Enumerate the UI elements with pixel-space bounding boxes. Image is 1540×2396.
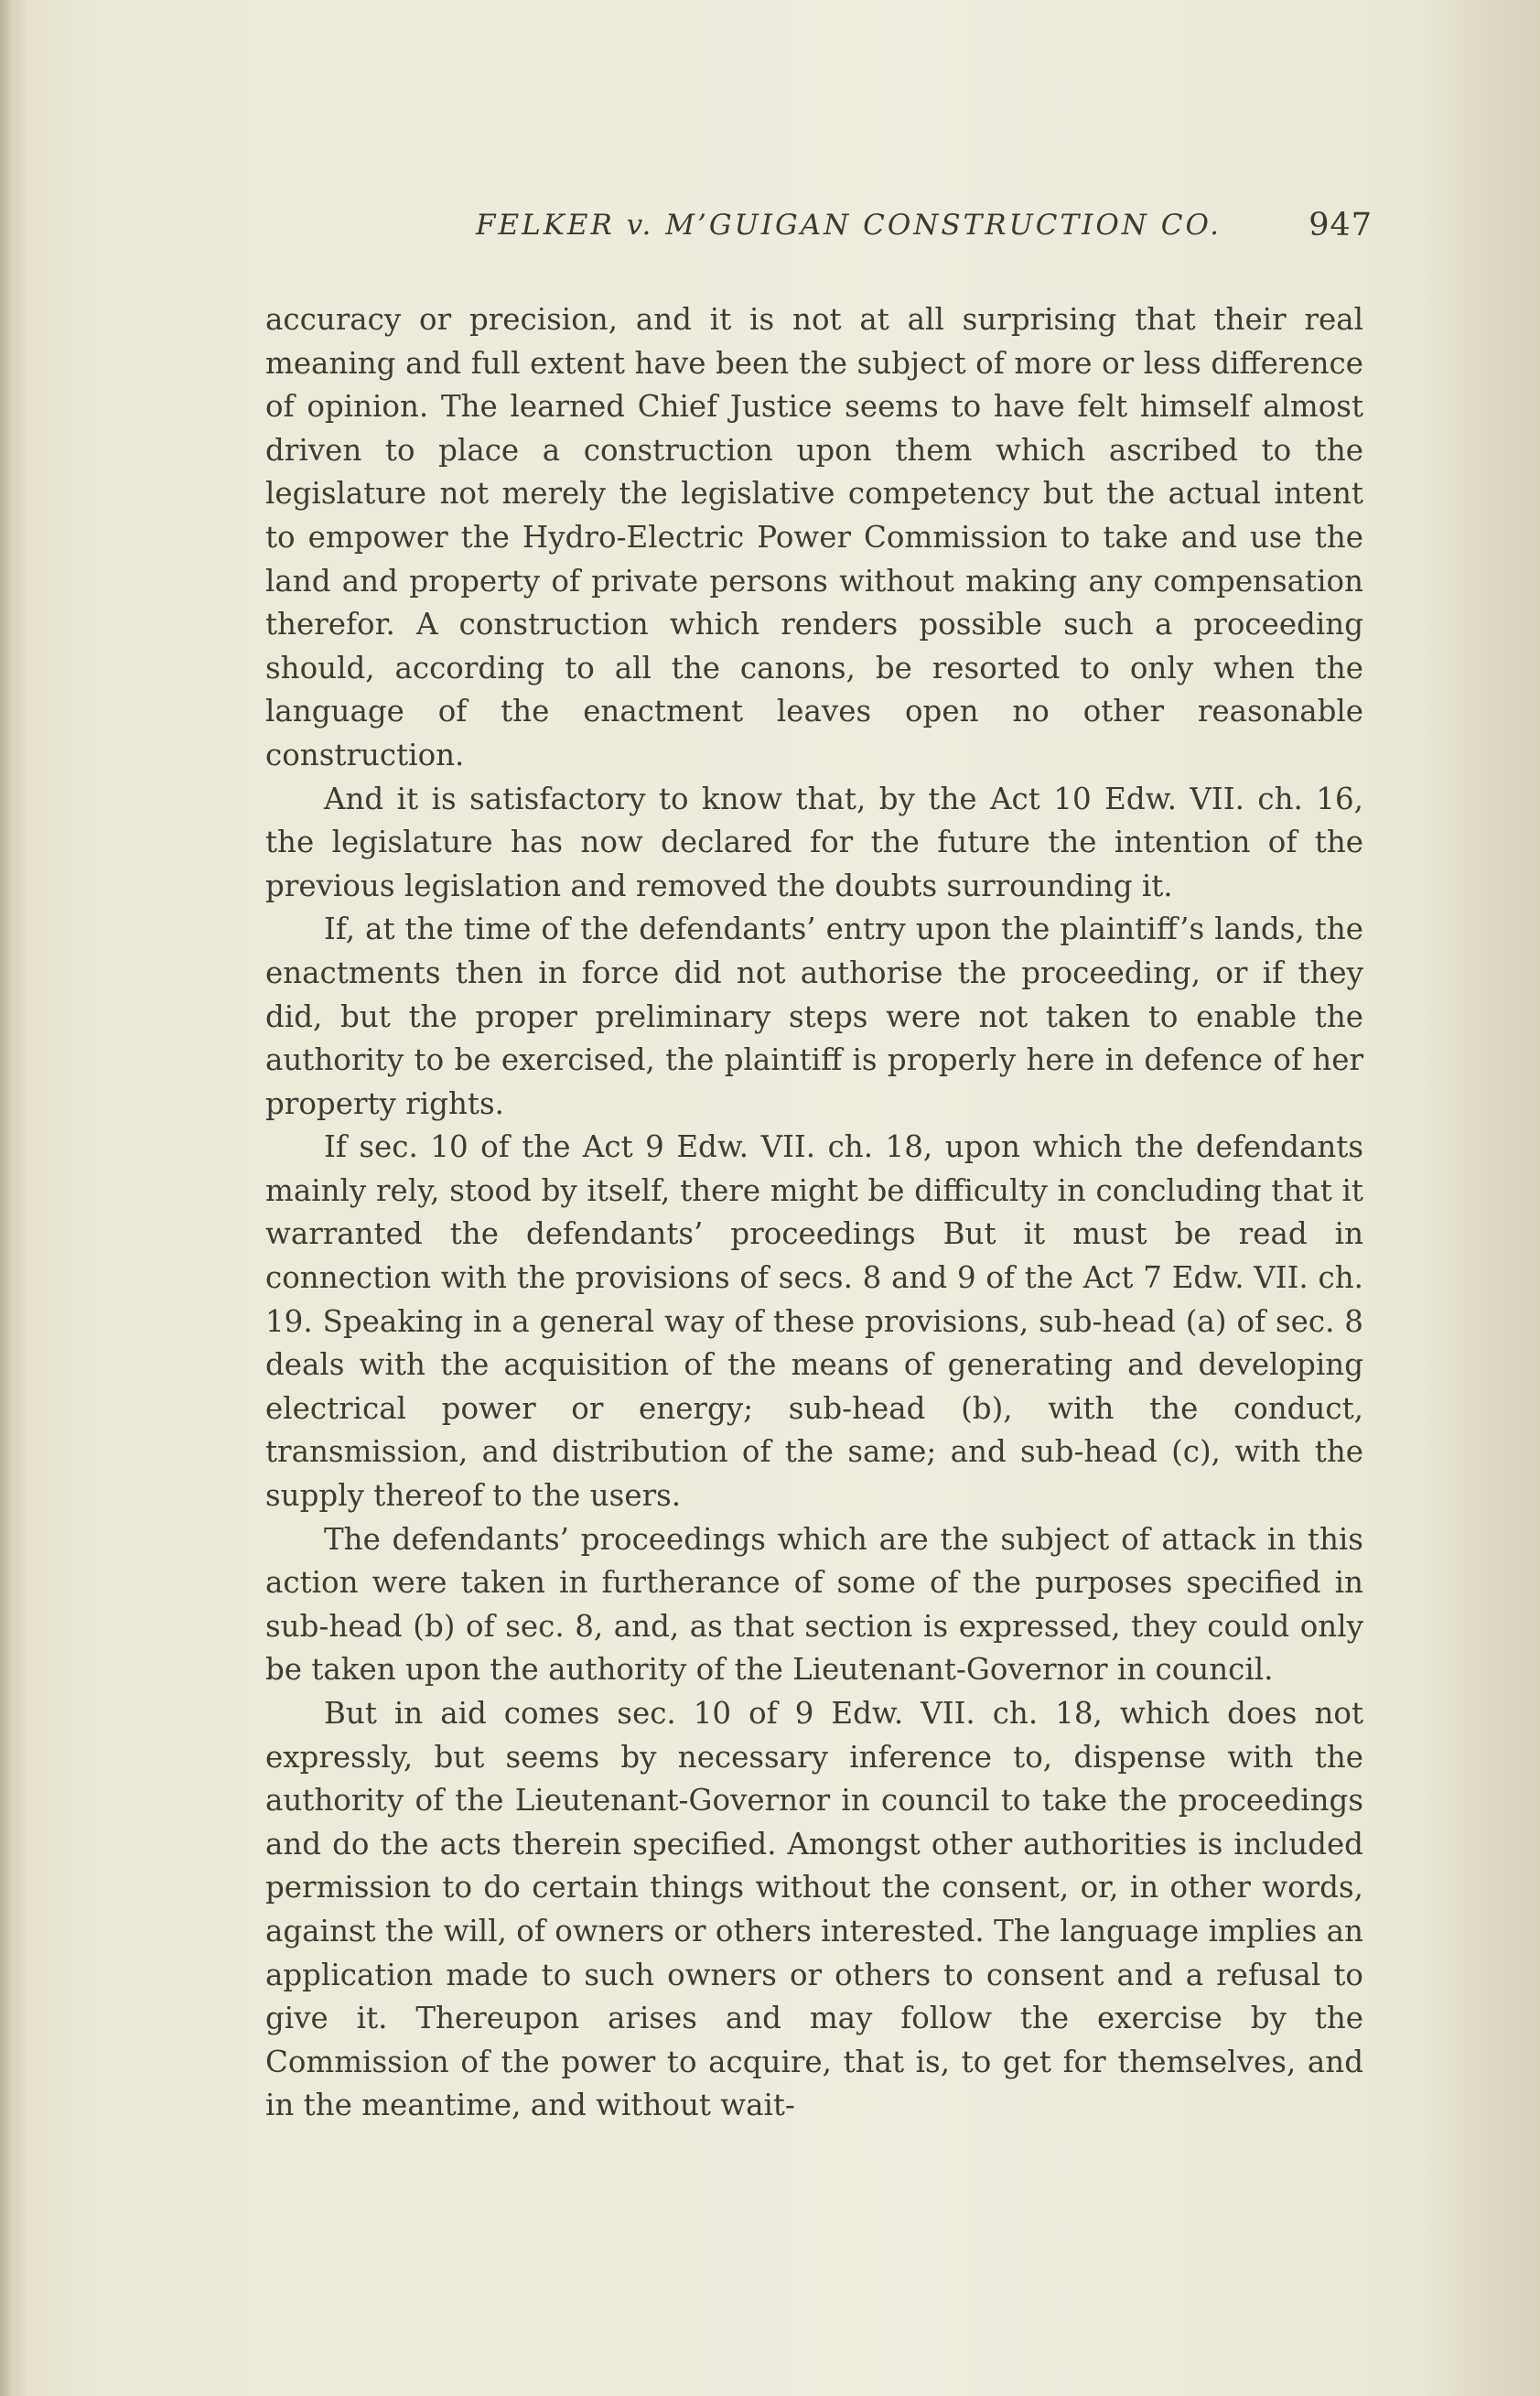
body-text: [265, 298, 1363, 2128]
paragraph: And it is satisfactory to know that, by the Act 10 Edw. VII. ch. 16, the legislature has now declared for the future the intention of the previous legislation and removed the doubts surrounding it.: [265, 781, 1363, 903]
paragraph-continuation: accuracy or precision, and it is not at all surprising that their real meaning and full extent have been the subject of more or less difference of opinion. The learned Chief Justice seems to have felt himself almost driven to place a construction upon them which ascribed to the legislature not merely the legislative competency but the actual intent to empower the Hydro-Electric Power Commission to take and use the land and property of private persons without making any compensation therefor. A construction which renders possible such a proceeding should, according to all the canons, be resorted to only when the language of the enactment leaves open no other reasonable construction.: [265, 302, 1363, 772]
page-header: [265, 203, 1373, 249]
paragraph: If sec. 10 of the Act 9 Edw. VII. ch. 18, upon which the defendants mainly rely, stood by itself, there might be difficulty in concluding that it warranted the defendants’ proceedings But it must be read in connection with the provisions of secs. 8 and 9 of the Act 7 Edw. VII. ch. 19. Speaking in a general way of these provisions, sub-head (a) of sec. 8 deals with the acquisition of the means of generating and developing electrical power or energy; sub-head (b), with the conduct, transmission, and distribution of the same; and sub-head (c), with the supply thereof to the users.: [265, 1129, 1363, 1514]
binding-shadow: [0, 0, 13, 2396]
paragraph: If, at the time of the defendants’ entry upon the plaintiff’s lands, the enactments then in force did not authorise the proceeding, or if they did, but the proper preliminary steps were not taken to enable the authority to be exercised, the plaintiff is properly here in defence of her property rights.: [265, 912, 1363, 1121]
page-number: 947: [1308, 207, 1373, 243]
paragraph: The defendants’ proceedings which are the subject of attack in this action were taken in furtherance of some of the purposes specified in sub-head (b) of sec. 8, and, as that section is expressed, they could only be taken upon the authority of the Lieutenant-Governor in council.: [265, 1521, 1363, 1688]
running-title: FELKER v. M’GUIGAN CONSTRUCTION CO.: [476, 209, 1222, 242]
paragraph: But in aid comes sec. 10 of 9 Edw. VII. ch. 18, which does not expressly, but seems by necessary inference to, dispense with the authority of the Lieutenant-Governor in council to take the proceedings and do the acts therein specified. Amongst other authorities is included permission to do certain things without the consent, or, in other words, against the will, of owners or others interested. The language implies an application made to such owners or others to consent and a refusal to give it. Thereupon arises and may follow the exercise by the Commission of the power to acquire, that is, to get for themselves, and in the meantime, and without wait-: [265, 1696, 1363, 2123]
